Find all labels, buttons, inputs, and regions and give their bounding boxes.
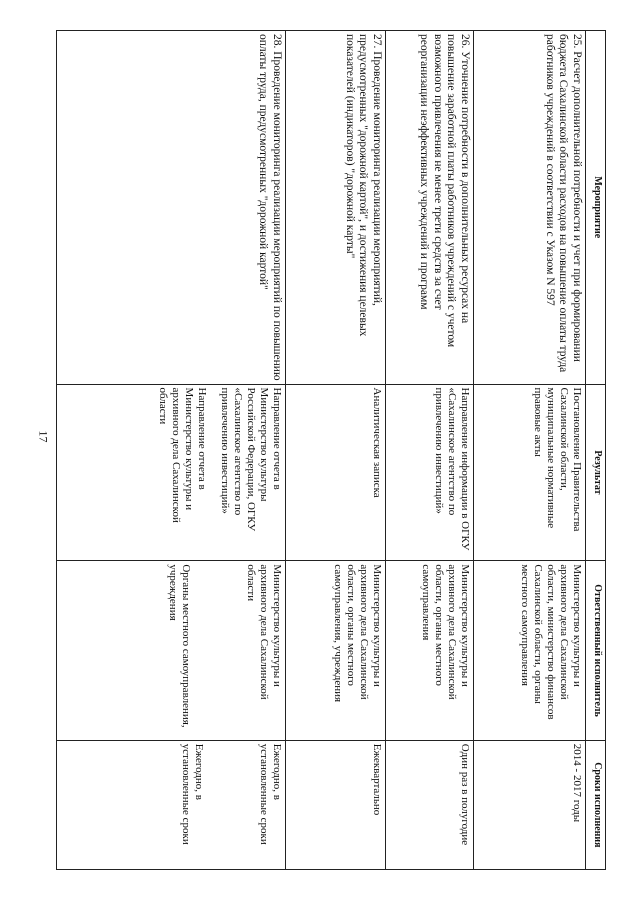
table-row	[57, 31, 286, 870]
row-event: 28. Проведение мониторинга реализации мероприятий по повышению оплаты труда, предусмотренных "дорожной картой"	[57, 31, 286, 385]
row-executor	[57, 561, 286, 740]
row-result-part: Направление отчета в Министерство культуры и архивного дела Сахалинской области	[157, 387, 209, 523]
row-executor: Министерство культуры и архивного дела Сахалинской области, органы местного самоуправления, учреждения	[286, 561, 386, 740]
row-deadline-part: Ежегодно, в установленные сроки	[258, 743, 283, 845]
row-event: 27. Проведение мониторинга реализации мероприятий, предусмотренных "дорожной картой", и достижения целевых показателей (индикаторов) "дорожной карты"	[286, 31, 386, 385]
row-result	[57, 384, 286, 561]
row-event: 25. Расчет дополнительной потребности и учет при формировании бюджета Сахалинской области расходов на повышение оплаты труда работников учреждений в соответствии с Указом N 597	[474, 31, 586, 385]
page-number: 17	[36, 430, 51, 443]
table-header-row	[586, 31, 606, 870]
rotated-table-container	[56, 30, 606, 870]
row-result-part: Направление отчета в Министерство культуры Российской Федерации, ОГКУ «Сахалинское агентство по привлечению инвестиций»	[219, 387, 283, 532]
row-result: Направление информации в ОГКУ «Сахалинское агентство по привлечению инвестиций»	[386, 384, 474, 561]
header-deadline: Сроки исполнения	[586, 740, 606, 869]
table-row	[286, 31, 386, 870]
row-result: Постановление Правительства Сахалинской области, муниципальные нормативные правовые акты	[474, 384, 586, 561]
row-executor-part: Министерство культуры и архивного дела Сахалинской области	[245, 564, 283, 700]
table-row	[474, 31, 586, 870]
header-result: Результат	[586, 384, 606, 561]
row-executor-part: Органы местного самоуправления, учреждения	[167, 564, 193, 728]
measures-table	[56, 30, 606, 870]
row-deadline: Ежеквартально	[286, 740, 386, 869]
row-deadline: Один раз в полугодие	[386, 740, 474, 869]
row-executor: Министерство культуры и архивного дела Сахалинской области, органы местного самоуправления	[386, 561, 474, 740]
row-event: 26. Уточнение потребности в дополнительных ресурсах на повышение заработной платы работников учреждений с учетом возможного привлечения не менее трети средств за счет реорганизации неэффективных учреждений и программ	[386, 31, 474, 385]
header-event: Мероприятие	[586, 31, 606, 385]
row-deadline	[57, 740, 286, 869]
table-row	[386, 31, 474, 870]
row-deadline: 2014 - 2017 годы	[474, 740, 586, 869]
row-executor: Министерство культуры и архивного дела Сахалинской области, министерство финансов Сахалинской области, органы местного самоуправления	[474, 561, 586, 740]
row-result: Аналитическая записка	[286, 384, 386, 561]
row-deadline-part: Ежегодно, в установленные сроки	[180, 743, 206, 845]
header-executor: Ответственный исполнитель	[586, 561, 606, 740]
